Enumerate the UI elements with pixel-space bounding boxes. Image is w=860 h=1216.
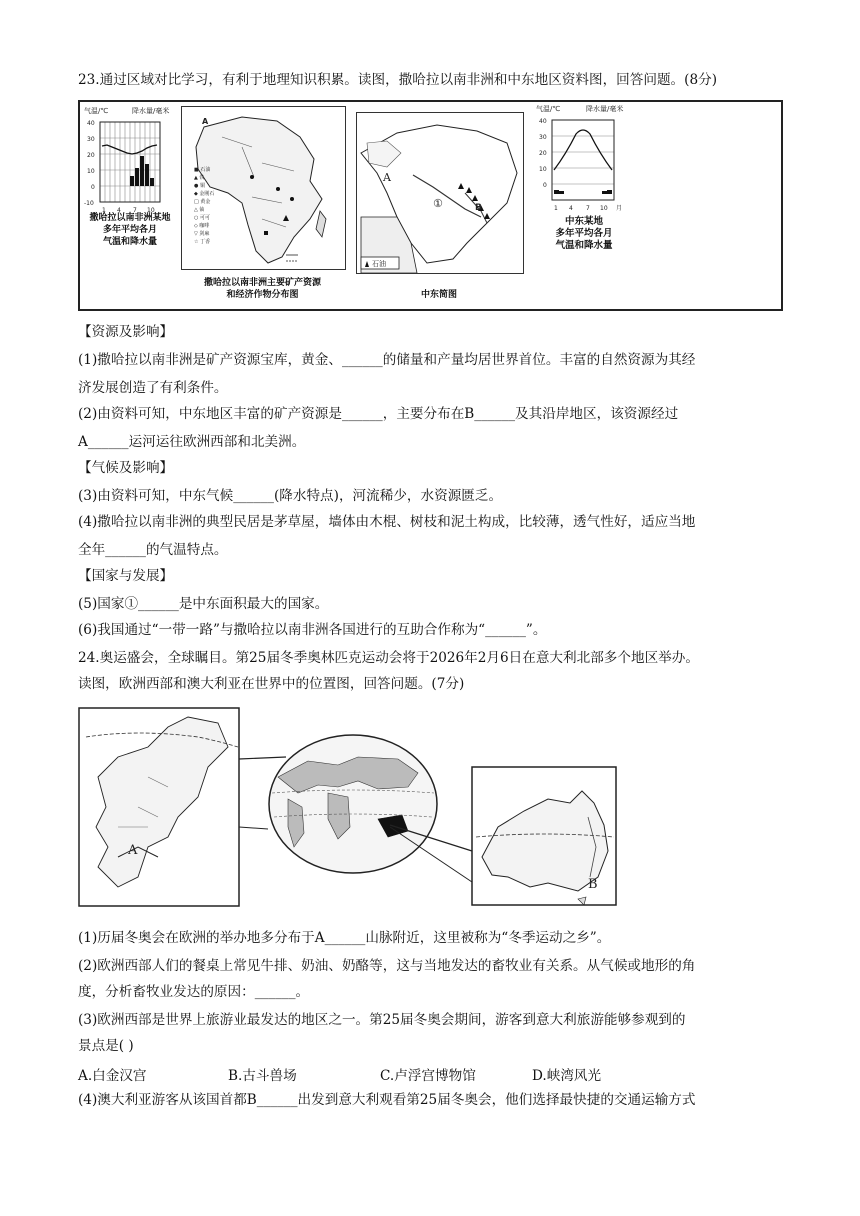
- q23-4: (4)撒哈拉以南非洲的典型民居是茅草屋，墙体由木棍、树枝和泥土构成，比较薄，透气性好，适应当地: [78, 514, 696, 530]
- svg-text:月: 月: [616, 205, 623, 212]
- q24-2: (2)欧洲西部人们的餐桌上常见牛排、奶油、奶酪等，这与当地发达的畜牧业有关系。从气候或地形的角: [78, 958, 696, 974]
- q23-2: (2)由资料可知，中东地区丰富的矿产资源是______，主要分布在B______及其沿岸地区，该资源经过: [78, 406, 679, 422]
- q24-2-cont: 度，分析畜牧业发达的原因：______。: [78, 984, 310, 1000]
- q23-figure: [78, 100, 783, 311]
- q24-stem-line2: 读图，欧洲西部和澳大利亚在世界中的位置图，回答问题。(7分): [78, 676, 465, 692]
- q23-6: (6)我国通过“一带一路”与撒哈拉以南非洲各国进行的互助合作称为“______”。: [78, 622, 547, 638]
- chart1-axis-right: 降水量/毫米: [132, 107, 170, 115]
- q24-4: (4)澳大利亚游客从该国首都B______出发到意大利观看第25届冬奥会，他们选择最快捷的交通运输方式: [78, 1092, 696, 1108]
- svg-text:7: 7: [586, 205, 590, 212]
- q24-stem-line1: 24.奥运盛会，全球瞩目。第25届冬季奥林匹克运动会将于2026年2月6日在意大利北部多个地区举办。: [78, 650, 699, 666]
- africa-map-panel: [181, 106, 346, 270]
- svg-text:0: 0: [543, 182, 547, 189]
- svg-text:▽ 剑麻: ▽ 剑麻: [194, 231, 210, 237]
- q24-label-b: B: [588, 877, 598, 892]
- option-d[interactable]: D.峡湾风光: [532, 1068, 602, 1084]
- svg-text:10: 10: [539, 166, 547, 173]
- q24-figure-svg: [78, 707, 618, 912]
- chart1-caption-line3: 气温和降水量: [102, 237, 157, 247]
- svg-text:30: 30: [87, 136, 95, 143]
- q23-stem: 23.通过区域对比学习，有利于地理知识积累。读图，撒哈拉以南非洲和中东地区资料图，回答问题。(8分): [78, 72, 717, 88]
- chart1-svg: [84, 116, 176, 226]
- svg-text:△ 铀: △ 铀: [194, 207, 205, 213]
- chart2-caption-line2: 多年平均各月: [555, 228, 613, 239]
- svg-text:20: 20: [87, 152, 95, 159]
- chart1-axis-left: 气温/℃: [84, 107, 109, 115]
- q23-1-cont: 济发展创造了有利条件。: [78, 380, 228, 396]
- svg-text:10: 10: [87, 168, 95, 175]
- svg-text:4: 4: [569, 205, 573, 212]
- chart1-caption-line2: 多年平均各月: [102, 225, 157, 235]
- option-a[interactable]: A.白金汉宫: [78, 1068, 147, 1084]
- option-b[interactable]: B.古斗兽场: [228, 1068, 297, 1084]
- chart2-axis-right: 降水量/毫米: [586, 105, 624, 113]
- map2-label-a: A: [383, 171, 391, 184]
- map1-label-a: A: [202, 117, 209, 126]
- svg-text:4: 4: [117, 207, 121, 214]
- svg-text:● 铜: ● 铜: [194, 183, 205, 189]
- svg-text:-10: -10: [84, 200, 94, 207]
- svg-text:40: 40: [87, 120, 95, 127]
- map1-caption: [181, 277, 344, 301]
- svg-text:0: 0: [91, 184, 95, 191]
- map1-caption-line2: 和经济作物分布图: [226, 290, 299, 300]
- q23-4-cont: 全年______的气温特点。: [78, 542, 228, 558]
- q23-1: (1)撒哈拉以南非洲是矿产资源宝库，黄金、______的储量和产量均居世界首位。丰富的自然资源为其经: [78, 352, 696, 368]
- svg-text:○ 可可: ○ 可可: [194, 215, 210, 221]
- map2-label-b: B: [475, 203, 482, 213]
- svg-text:10: 10: [147, 207, 155, 214]
- q24-3: (3)欧洲西部是世界上旅游业最发达的地区之一。第25届冬奥会期间，游客到意大利旅游能够参观到的: [78, 1012, 686, 1028]
- chart2-svg: [536, 114, 632, 224]
- chart2-caption-line3: 气温和降水量: [555, 240, 613, 251]
- svg-text:30: 30: [539, 134, 547, 141]
- section-resources: 【资源及影响】: [78, 324, 174, 340]
- africa-climate-chart: [84, 106, 176, 246]
- q24-label-a: A: [128, 843, 138, 858]
- svg-text:7: 7: [133, 207, 137, 214]
- chart1-caption-line1: 撒哈拉以南非洲某地: [89, 213, 171, 223]
- middle-east-map-panel: [356, 112, 524, 274]
- svg-text:◇ 咖啡: ◇ 咖啡: [194, 223, 210, 229]
- q24-figure: [78, 707, 618, 912]
- q23-3: (3)由资料可知，中东气候______(降水特点)，河流稀少，水资源匮乏。: [78, 488, 503, 504]
- svg-text:20: 20: [539, 150, 547, 157]
- africa-map-svg: [182, 107, 345, 269]
- svg-text:□ 黄金: □ 黄金: [194, 199, 211, 205]
- svg-text:▲ 铁: ▲ 铁: [194, 175, 205, 181]
- svg-text:1: 1: [554, 205, 558, 212]
- svg-text:40: 40: [539, 118, 547, 125]
- map2-label-country1: ①: [433, 197, 443, 210]
- svg-text:1: 1: [102, 207, 106, 214]
- chart1-caption: [84, 212, 176, 248]
- map2-caption: 中东简图: [420, 290, 457, 300]
- chart2-caption: [536, 216, 632, 252]
- svg-text:☆ 丁香: ☆ 丁香: [194, 239, 211, 245]
- chart2-caption-line1: 中东某地: [564, 216, 603, 227]
- svg-text:■ 石油: ■ 石油: [194, 167, 211, 173]
- svg-text:◆ 金刚石: ◆ 金刚石: [194, 191, 215, 197]
- section-country: 【国家与发展】: [78, 568, 174, 584]
- q23-2-cont: A______运河运往欧洲西部和北美洲。: [78, 434, 306, 450]
- middle-east-climate-chart: [536, 102, 632, 252]
- option-c[interactable]: C.卢浮宫博物馆: [380, 1068, 476, 1084]
- q24-1: (1)历届冬奥会在欧洲的举办地多分布于A______山脉附近，这里被称为“冬季运动之乡”。: [78, 930, 611, 946]
- q24-3-cont: 景点是( ): [78, 1038, 134, 1054]
- map2-legend: 石油: [372, 260, 386, 268]
- chart2-axis-left: 气温/℃: [536, 105, 561, 113]
- section-climate: 【气候及影响】: [78, 460, 174, 476]
- middle-east-map-svg: [357, 113, 523, 273]
- map1-caption-line1: 撒哈拉以南非洲主要矿产资源: [203, 278, 321, 288]
- q23-5: (5)国家①______是中东面积最大的国家。: [78, 596, 329, 612]
- svg-text:10: 10: [600, 205, 608, 212]
